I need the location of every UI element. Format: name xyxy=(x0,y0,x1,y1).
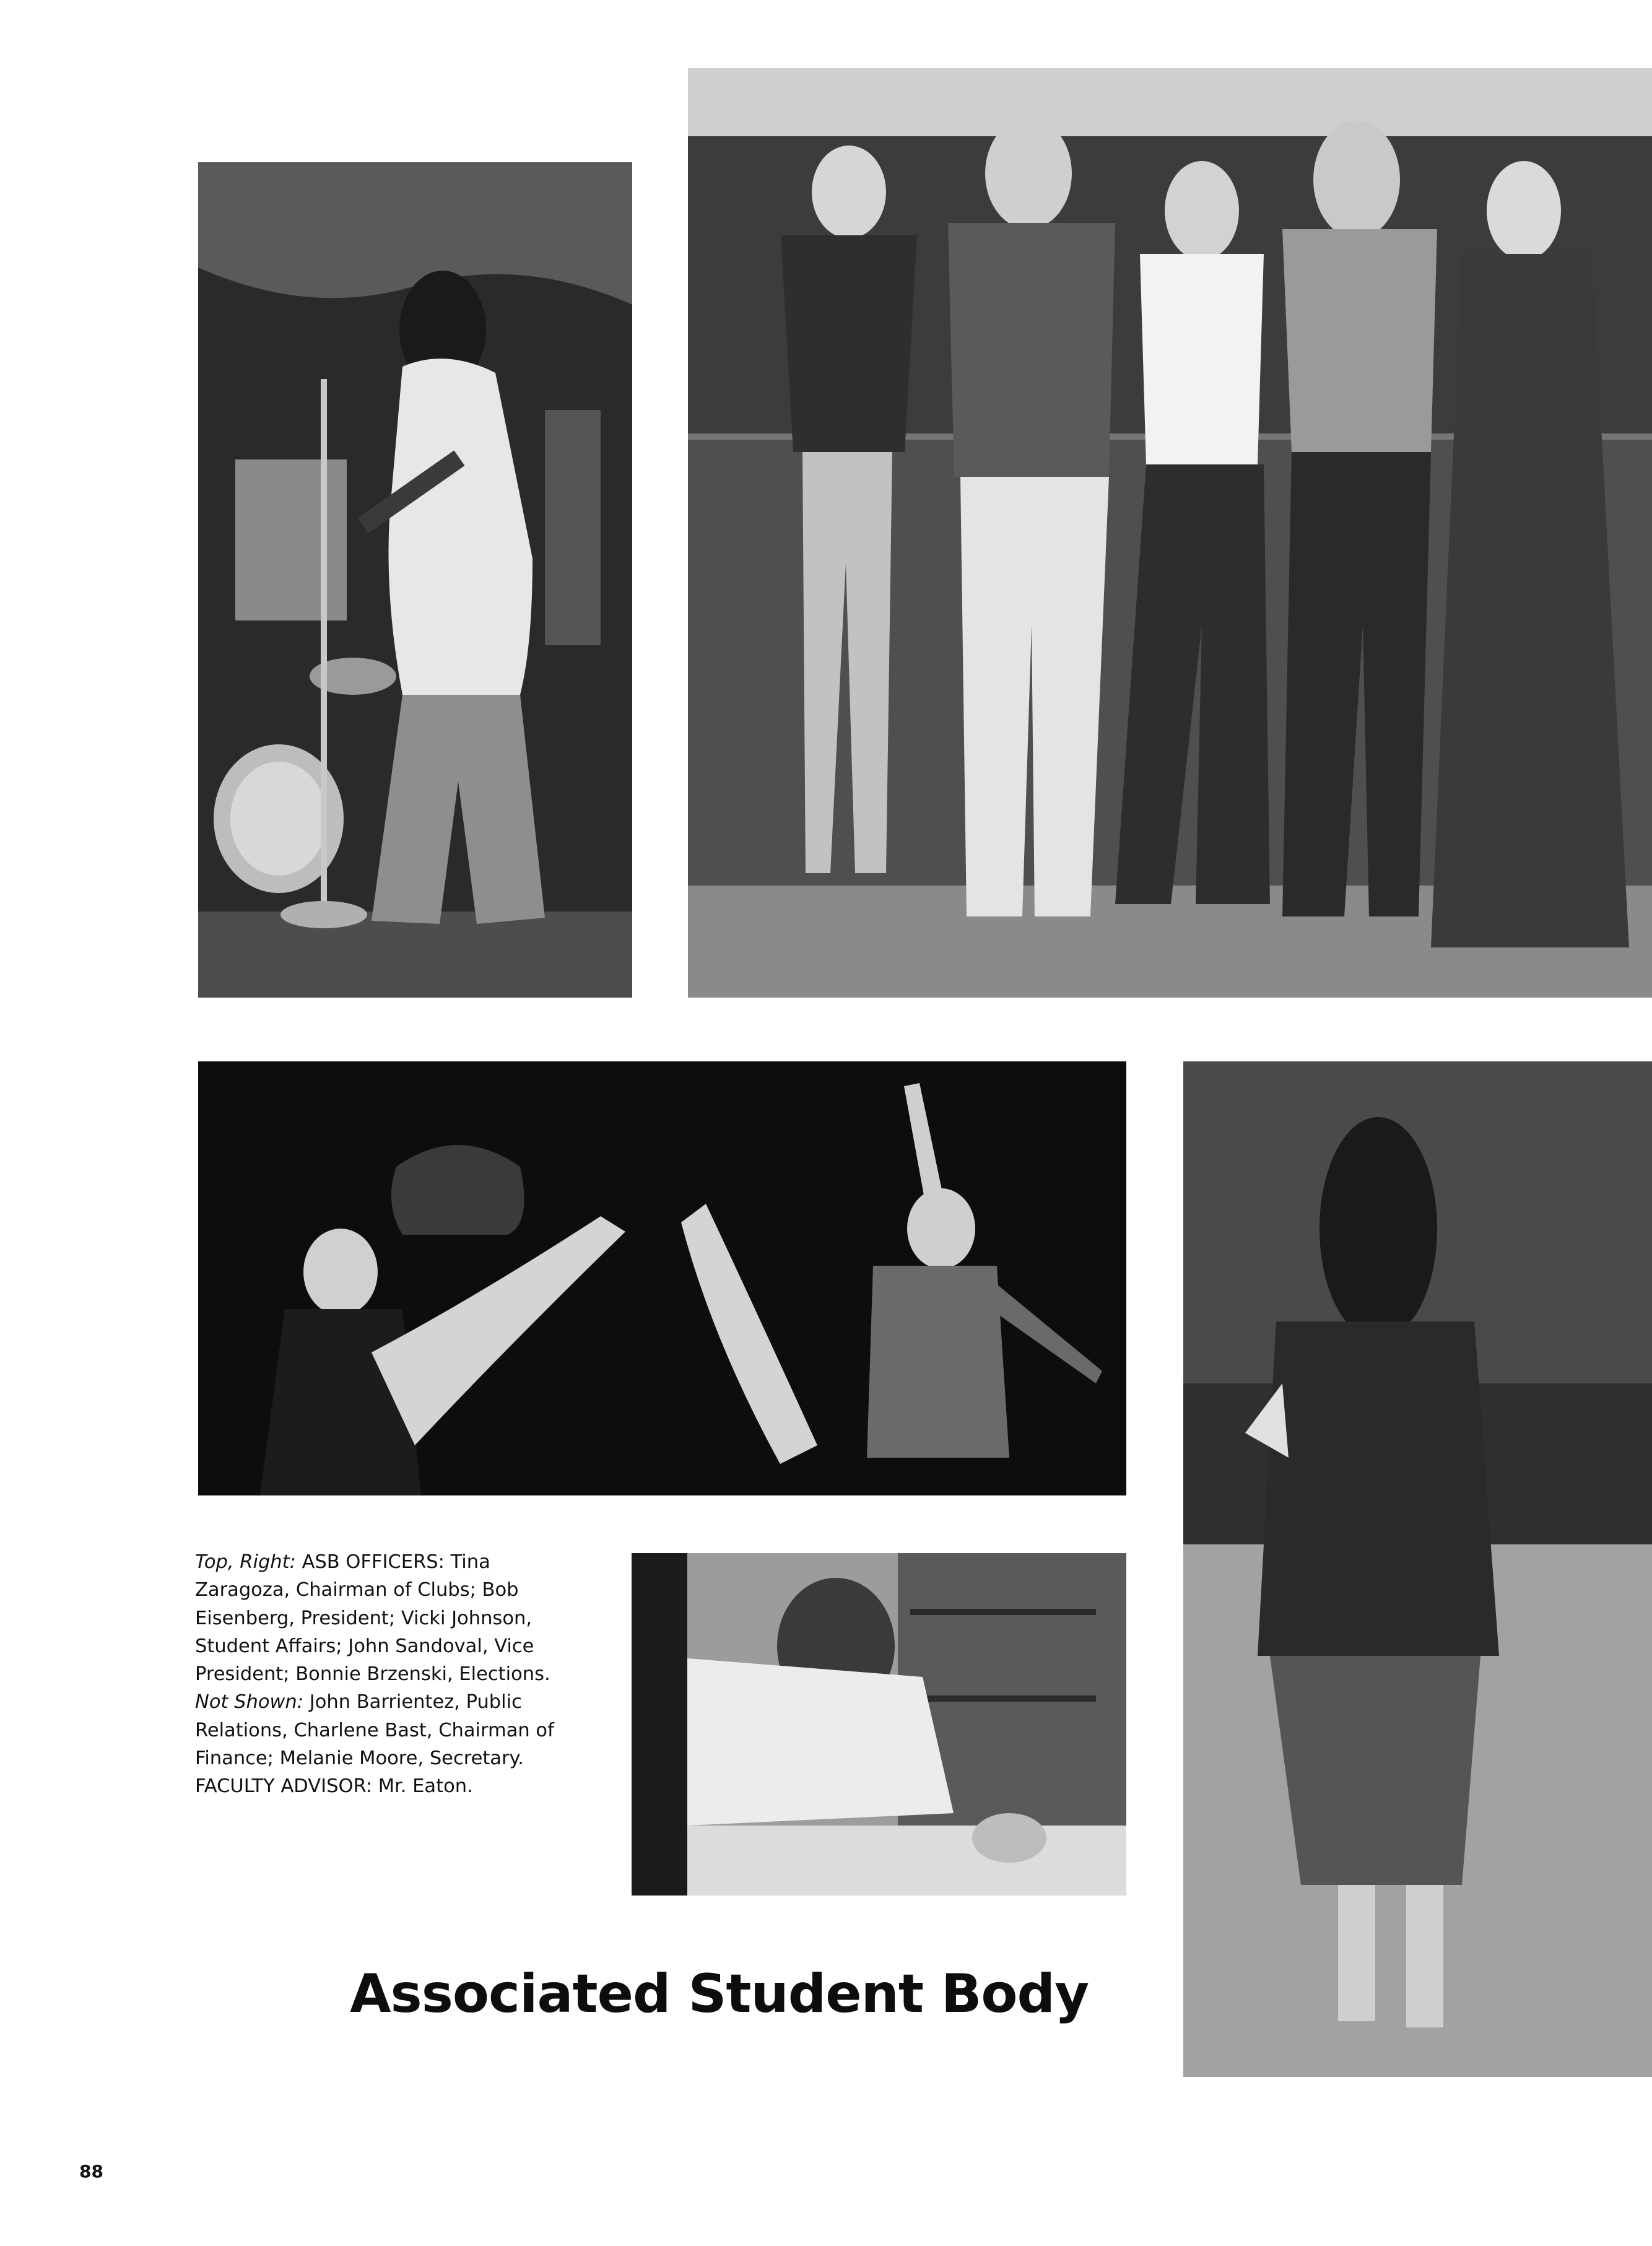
photo-caption xyxy=(195,1548,570,1801)
walking-student-photo xyxy=(1183,1061,1652,2077)
walking-student-photo-art xyxy=(1183,1061,1652,2077)
student-writing-photo-art xyxy=(632,1553,1126,1896)
caption-not-shown-label: Not Shown: xyxy=(195,1691,304,1713)
asb-officers-photo-art xyxy=(688,68,1652,998)
caption-officers-text: ASB OFFICERS: Tina Zaragoza, Chairman of Clubs; Bob Eisenberg, President; Vicki Johnson, Student Affairs; John Sandoval, Vice President; Bonnie Brzenski, Elections. xyxy=(195,1551,550,1686)
guitarist-photo-art xyxy=(198,162,632,998)
dancers-photo xyxy=(198,1061,1126,1495)
dancers-photo-art xyxy=(198,1061,1126,1495)
guitarist-photo xyxy=(198,162,632,998)
asb-officers-photo xyxy=(688,68,1652,998)
caption-not-shown-text: John Barrientez, Public Relations, Charlene Bast, Chairman of Finance; Melanie Moore, Secretary. FACULTY ADVISOR: Mr. Eaton. xyxy=(195,1691,554,1798)
page-title: Associated Student Body xyxy=(350,1963,1089,2025)
student-writing-photo xyxy=(632,1553,1126,1896)
caption-top-right-label: Top, Right: xyxy=(195,1551,296,1573)
page-number: 88 xyxy=(79,2161,103,2182)
